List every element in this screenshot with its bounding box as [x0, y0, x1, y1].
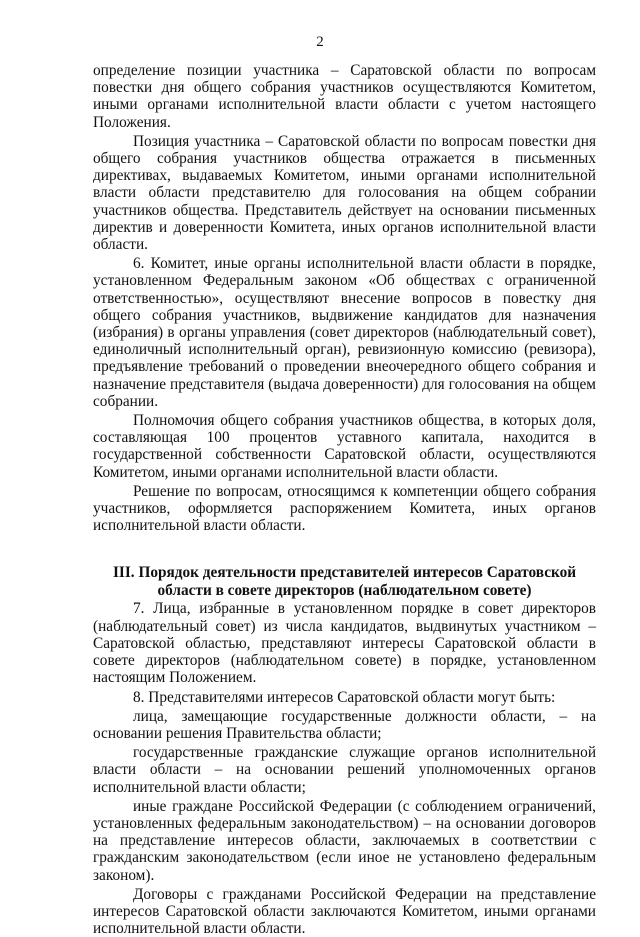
paragraph-position-directives: Позиция участника – Саратовской области по вопросам повестки дня общего собрания участников общества отражается в письменных директивах, выдаваемых Комитетом, иными органами исполнительной власти области представителю для голосования на общем собрании участников общества. Представитель действует на основании письменных директив и доверенности Комитета, иных органов исполнительной власти области. [93, 132, 596, 254]
list-item-citizens: иные граждане Российской Федерации (с соблюдением ограничений, установленных федеральным законодательством) – на основании договоров на представление интересов области, заключаемых в соответствии с гражданским законодательством (если иное не установлено федеральным законом). [93, 797, 596, 884]
list-item-officials: лица, замещающие государственные должности области, – на основании решения Правительства области; [93, 707, 596, 742]
paragraph-decision-form: Решение по вопросам, относящимся к компетенции общего собрания участников, оформляется распоряжением Комитета, иных органов исполнительной власти области. [93, 482, 596, 535]
paragraph-item-7: 7. Лица, избранные в установленном порядке в совет директоров (наблюдательный совет) из числа кандидатов, выдвинутых участником – Саратовской областью, представляют интересы Саратовской области в совете директоров (наблюдательном совете) в порядке, установленном настоящим Положением. [93, 600, 596, 687]
paragraph-item-6: 6. Комитет, иные органы исполнительной власти области в порядке, установленном Федеральным законом «Об обществах с ограниченной ответственностью», осуществляют внесение вопросов в повестку дня общего собрания участников, выдвижение кандидатов для назначения (избрания) в органы управления (совет директоров (наблюдательный совет), единоличный исполнительный орган), ревизионную комиссию (ревизора), предъявление требований о проведении внеочередного общего собрания и назначение представителя (выдача доверенности) для голосования на общем собрании. [93, 255, 596, 410]
page-number: 2 [316, 34, 324, 50]
paragraph-item-8: 8. Представителями интересов Саратовской области могут быть: [133, 688, 556, 706]
paragraph-contracts: Договоры с гражданами Российской Федерации на представление интересов Саратовской области заключаются Комитетом, иными органами исполнительной власти области. [93, 885, 596, 937]
document-body [93, 62, 596, 937]
paragraph-general-meeting-powers: Полномочия общего собрания участников общества, в которых доля, составляющая 100 процентов уставного капитала, находится в государственной собственности Саратовской области, осуществляются Комитетом, иными органами исполнительной власти области. [93, 412, 596, 481]
section-spacer [93, 534, 596, 564]
paragraph-continuation: определение позиции участника – Саратовской области по вопросам повестки дня общего собрания участников осуществляются Комитетом, иными органами исполнительной власти области с учетом настоящего Положения. [93, 62, 596, 131]
section-heading: III. Порядок деятельности представителей интересов Саратовской области в совете директоров (наблюдательном совете) [112, 564, 577, 599]
list-item-civil-servants: государственные гражданские служащие органов исполнительной власти области – на основании решений уполномоченных органов исполнительной власти области; [93, 744, 596, 796]
